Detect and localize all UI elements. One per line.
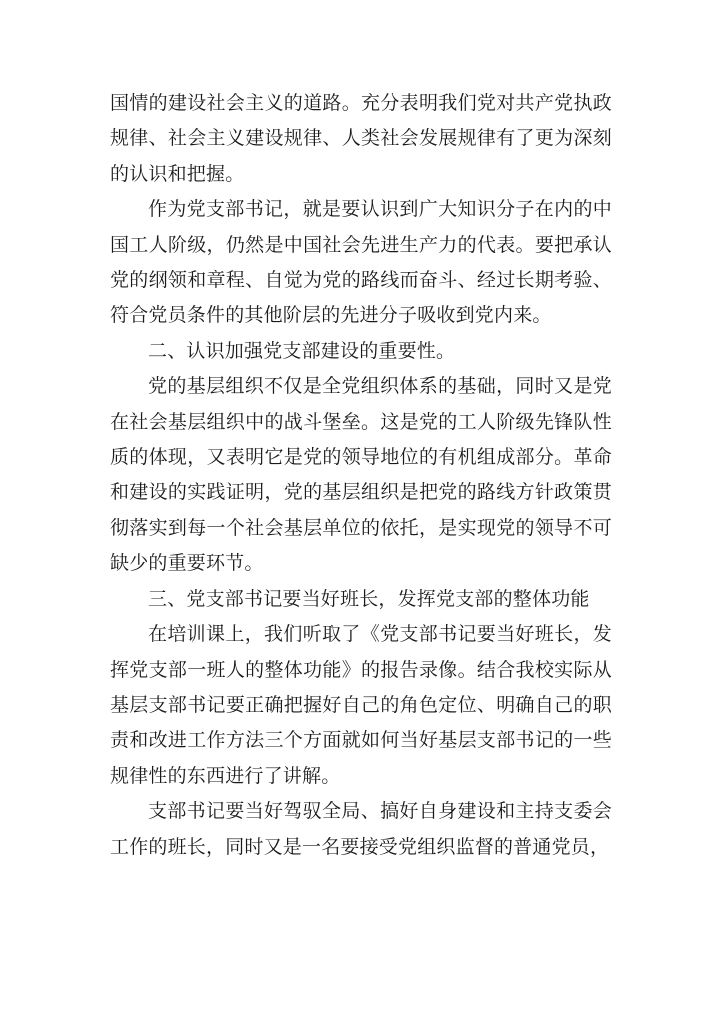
paragraph-continuation: 国情的建设社会主义的道路。充分表明我们党对共产党执政规律、社会主义建设规律、人类社会发展规律有了更为深刻的认识和把握。	[110, 92, 612, 185]
section-heading-two: 二、认识加强党支部建设的重要性。	[148, 339, 456, 362]
paragraph-grassroots-organization: 党的基层组织不仅是全党组织体系的基础，同时又是党在社会基层组织中的战斗堡垒。这是党的工人阶级先锋队性质的体现，又表明它是党的领导地位的有机组成部分。革命和建设的实践证明，党的基层组织是把党的路线方针政策贯彻落实到每一个社会基层单位的依托，是实现党的领导不可缺少的重要环节。	[110, 375, 612, 575]
paragraph-training-course: 在培训课上，我们听取了《党支部书记要当好班长，发挥党支部一班人的整体功能》的报告录像。结合我校实际从基层支部书记要正确把握好自己的角色定位、明确自己的职责和改进工作方法三个方面就如何当好基层支部书记的一些规律性的东西进行了讲解。	[110, 623, 612, 787]
document-body	[110, 86, 612, 865]
section-heading-three: 三、党支部书记要当好班长，发挥党支部的整体功能	[148, 587, 590, 610]
paragraph-secretary-duties: 支部书记要当好驾驭全局、搞好自身建设和主持支委会工作的班长，同时又是一名要接受党组织监督的普通党员，	[110, 800, 612, 858]
paragraph-party-secretary-role: 作为党支部书记，就是要认识到广大知识分子在内的中国工人阶级，仍然是中国社会先进生产力的代表。要把承认党的纲领和章程、自觉为党的路线而奋斗、经过长期考验、符合党员条件的其他阶层的先进分子吸收到党内来。	[110, 198, 612, 327]
